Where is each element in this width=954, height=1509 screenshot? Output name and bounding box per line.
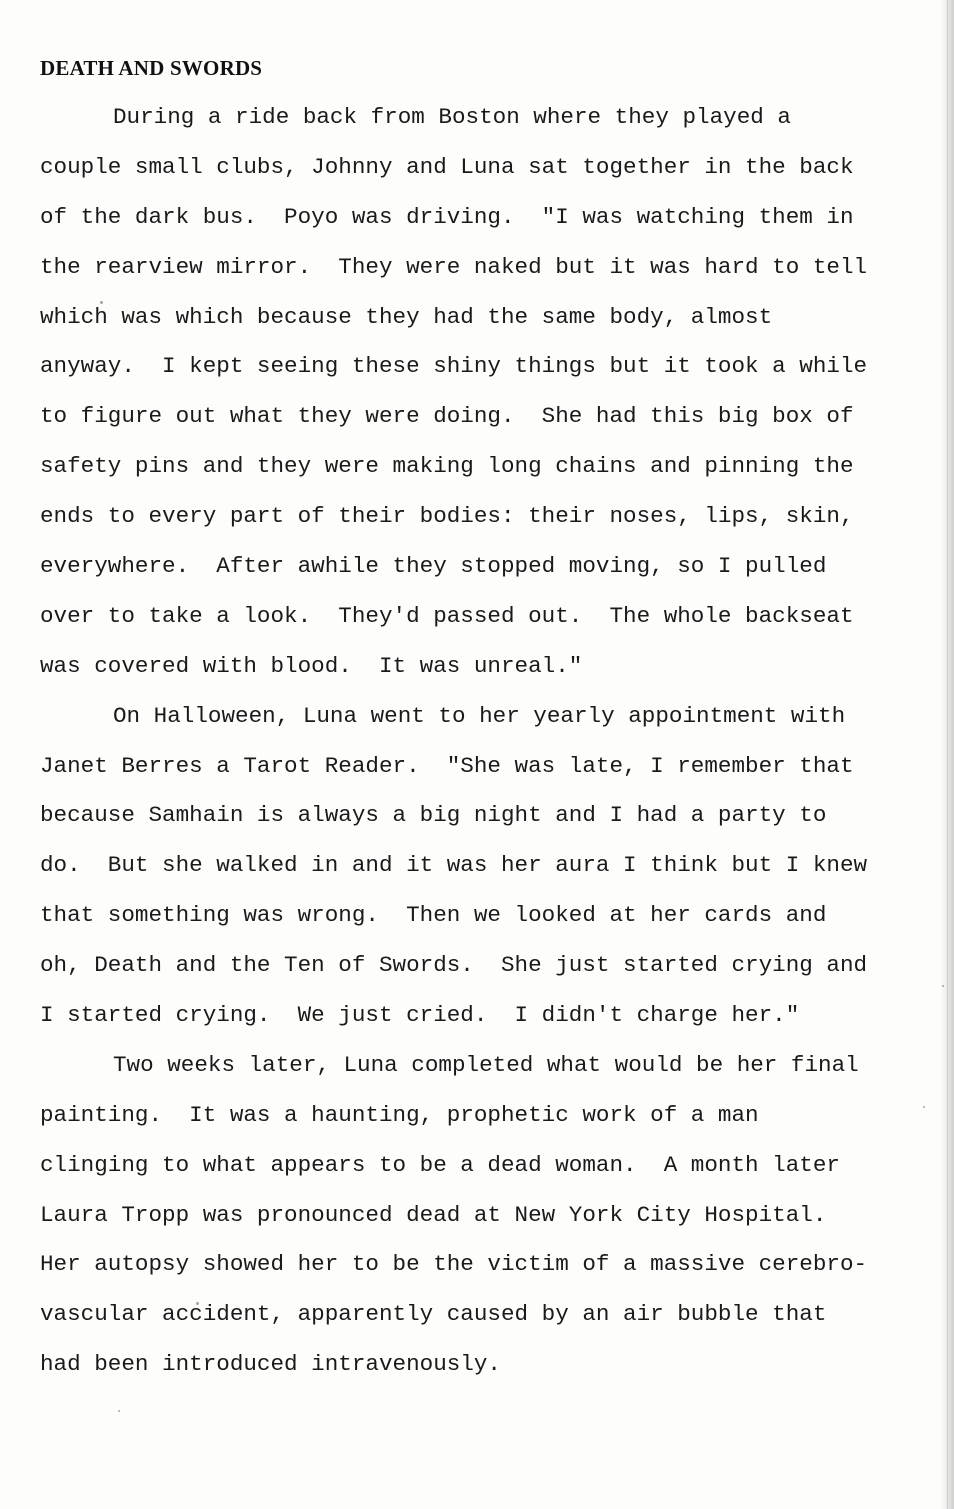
text-line: couple small clubs, Johnny and Luna sat together in the back bbox=[40, 153, 854, 180]
text-line: everywhere. After awhile they stopped moving, so I pulled bbox=[40, 553, 827, 580]
text-line: of the dark bus. Poyo was driving. "I was watching them in bbox=[40, 203, 854, 230]
scan-speck bbox=[100, 301, 103, 304]
text-line: anyway. I kept seeing these shiny things but it took a while bbox=[40, 353, 868, 380]
text-line: Laura Tropp was pronounced dead at New York City Hospital. bbox=[40, 1201, 827, 1228]
scan-speck bbox=[196, 1302, 199, 1305]
text-line: was covered with blood. It was unreal." bbox=[40, 652, 583, 679]
text-line: that something was wrong. Then we looked at her cards and bbox=[40, 902, 827, 929]
text-line: clinging to what appears to be a dead woman. A month later bbox=[40, 1151, 840, 1178]
text-line: safety pins and they were making long chains and pinning the bbox=[40, 453, 854, 480]
text-line: Two weeks later, Luna completed what would be her final bbox=[113, 1051, 859, 1078]
text-line: Her autopsy showed her to be the victim of a massive cerebro- bbox=[40, 1251, 868, 1278]
text-line: During a ride back from Boston where they played a bbox=[113, 104, 791, 130]
text-line: over to take a look. They'd passed out. The whole backseat bbox=[40, 602, 854, 629]
scan-speck bbox=[942, 985, 944, 987]
text-line: which was which because they had the same body, almost bbox=[40, 303, 773, 330]
text-line: the rearview mirror. They were naked but it was hard to tell bbox=[40, 253, 868, 280]
text-line: ends to every part of their bodies: their noses, lips, skin, bbox=[40, 503, 854, 530]
text-line: because Samhain is always a big night and I had a party to bbox=[40, 802, 827, 829]
text-line: oh, Death and the Ten of Swords. She just started crying and bbox=[40, 952, 868, 979]
text-line: to figure out what they were doing. She had this big box of bbox=[40, 403, 854, 430]
document-body bbox=[40, 93, 945, 1390]
page-edge-line bbox=[947, 0, 948, 1509]
text-line: Janet Berres a Tarot Reader. "She was late, I remember that bbox=[40, 752, 854, 779]
scan-speck bbox=[923, 1106, 925, 1108]
text-line: do. But she walked in and it was her aura I think but I knew bbox=[40, 852, 868, 879]
document-title: DEATH AND SWORDS bbox=[40, 56, 263, 80]
text-line: On Halloween, Luna went to her yearly appointment with bbox=[113, 702, 846, 729]
text-line: I started crying. We just cried. I didn't charge her." bbox=[40, 1002, 800, 1029]
text-line: vascular accident, apparently caused by an air bubble that bbox=[40, 1301, 827, 1328]
text-line: painting. It was a haunting, prophetic work of a man bbox=[40, 1101, 759, 1128]
text-line: had been introduced intravenously. bbox=[40, 1351, 501, 1378]
scan-speck bbox=[118, 1410, 120, 1412]
